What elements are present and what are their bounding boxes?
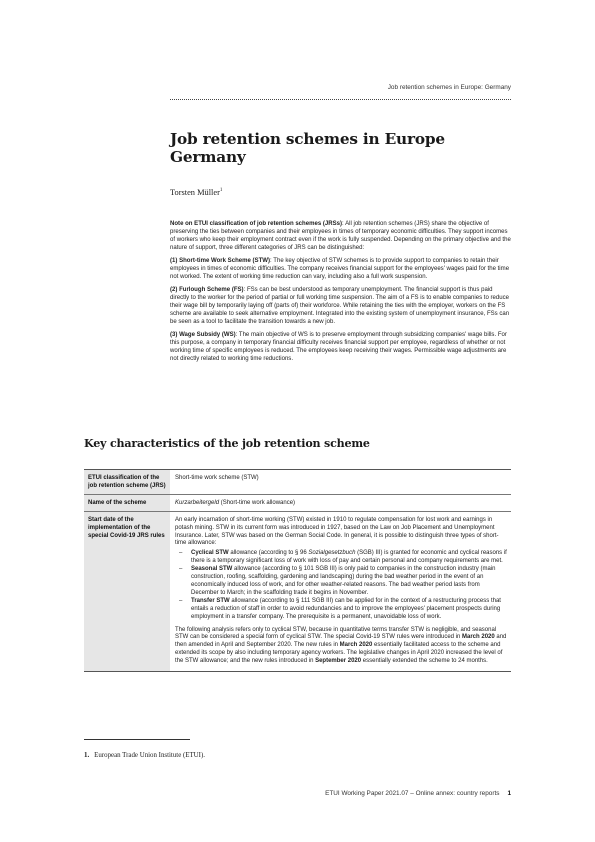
bullet-cyclical-pre: allowance (according to § 96: [228, 550, 309, 557]
author-name: Torsten Müller: [170, 188, 220, 197]
list-item: [175, 550, 507, 566]
covid-rules-date-march-2: March 2020: [339, 642, 373, 649]
intro-paragraph-ws: [170, 332, 511, 364]
intro-paragraph-fs: [170, 287, 511, 327]
bullet-transfer-text: allowance (according to § 111 SGB III) can be applied for in the context of a restructuring process that entails a reduction of staff in order to avoid redundancies and to improve the employees' placement prospects during employment in a transfer company. The prerequisite is a permanent, unavoidable loss of work.: [191, 597, 501, 620]
row-label-start-date: Start date of the implementation of the special Covid-19 JRS rules: [84, 511, 170, 671]
scheme-name-german: Kurzarbeitergeld: [175, 499, 220, 506]
covid-rules-text-e: essentially facilitated access to the scheme and extended its scope by also including temporary agency workers. The legislative changes in April 2020 increased the level of the STW allowance; and the new rules introduced in: [175, 642, 503, 665]
row-value-scheme-name: [170, 494, 511, 511]
row-label-scheme-name: Name of the scheme: [84, 494, 170, 511]
list-item: [175, 598, 507, 622]
page-title: [170, 130, 500, 167]
footer-text: ETUI Working Paper 2021.07 – Online annex: country reports: [325, 790, 500, 797]
covid-rules-date-march: March 2020: [462, 634, 495, 641]
footnote: [84, 752, 205, 759]
bullet-seasonal-text: allowance (according to § 101 SGB III) is only paid to companies in the construction industry (main construction, roofing, scaffolding, gardening and landscaping) during the bad weather period in the event of an economically induced loss of work, and for other weather-related reasons. The bad weather period lasts from December to March; in the scaffolding trade it begins in November.: [191, 566, 496, 596]
intro-paragraph-stw: [170, 258, 511, 282]
covid-rules-text-g: essentially extended the scheme to 24 months.: [361, 658, 488, 665]
footnote-rule: [84, 739, 190, 740]
covid-rules-text-a: The following analysis refers only to cyclical STW, because in quantitative terms transfer STW is negligible, and seasonal STW can be considered a special form of cyclical STW. The special Covid-19 STW rules were introduced in: [175, 626, 497, 641]
intro-stw-text: : The key objective of STW schemes is to provide support to companies to retain their employees in times of economic difficulties. The company receives financial support for the employees' wages paid for the time not worked. The extent of working time reduction can vary, including also a full work suspension.: [170, 258, 510, 280]
title-line-1: Job retention schemes in Europe: [170, 130, 445, 148]
bullet-cyclical-italic: Sozialgesetzbuch: [308, 550, 356, 557]
allowance-types-list: [175, 550, 507, 621]
covid-rules-paragraph: [175, 627, 507, 667]
bullet-transfer-heading: Transfer STW: [191, 597, 230, 604]
author-footnote-mark: 1: [219, 188, 223, 194]
list-item: [175, 566, 507, 598]
footnote-text: European Trade Union Institute (ETUI).: [94, 752, 205, 759]
footnote-number: 1.: [84, 752, 90, 759]
start-date-intro: An early incarnation of short-time working (STW) existed in 1910 to regulate compensation for lost work and earnings in potash mining. STW in its current form was introduced in 1927, based on the Law on Job Placement and Unemployment Insurance. Later, STW was based on the German Social Code. In general, it is possible to distinguish three types of short-time allowance:: [175, 516, 499, 547]
bullet-dash: –: [179, 566, 183, 573]
bullet-seasonal-heading: Seasonal STW: [191, 566, 233, 573]
intro-note-heading: Note on ETUI classification of job retention schemes (JRSs): [170, 221, 343, 227]
intro-fs-text: : FSs can be best understood as temporary unemployment. The financial support is thus paid directly to the worker for the period of partial or full working time suspension. The aim of a FS is to enable companies to reduce their wage bill by temporarily laying off (parts of) their workforce. While retaining the ties with the employer, workers on the FS scheme are available to seek alternative employment. Integrated into the existing system of unemployment insurance, FSs can be seen as a tool to facilitate the transition towards a new job.: [170, 287, 510, 325]
row-label-classification: ETUI classification of the job retention scheme (JRS): [84, 470, 170, 495]
intro-paragraph-jrs: [170, 221, 511, 253]
table-row: [84, 470, 511, 495]
table-row: [84, 494, 511, 511]
row-value-start-date: [170, 511, 511, 671]
intro-note-text: : All job retention schemes (JRS) share the objective of preserving the ties between companies and their employees in times of temporary economic difficulties. They support incomes of workers who keep their employment contract even if the work is fully suspended. Depending on the primary objective and the nature of support, three different categories of JRS can be distinguished:: [170, 221, 511, 251]
page-number: 1: [507, 790, 511, 797]
header-dotted-rule: [170, 99, 511, 100]
row-value-classification: Short-time work scheme (STW): [170, 470, 511, 495]
bullet-cyclical-heading: Cyclical STW: [191, 550, 229, 557]
intro-fs-heading: (2) Furlough Scheme (FS): [170, 287, 244, 294]
intro-note: [170, 221, 511, 369]
bullet-cyclical-post: (SGB) III) is granted for economic and cyclical reasons if there is a temporary significant loss of work with loss of pay and certain personal and company requirements are met.: [191, 550, 507, 565]
key-characteristics-table: [84, 469, 511, 672]
covid-rules-text-c: and then amended in April and September 2020. The new rules in: [175, 634, 507, 649]
table-row: [84, 511, 511, 671]
intro-ws-text: : The main objective of WS is to preserve employment through subsidizing companies' wage bills. For this purpose, a company in temporary financial difficulty receives financial support per employee, regardless of whether or not working time of specific employees is reduced. The employees keep receiving their wages. Permissible wage adjustments are not directly related to working time reductions.: [170, 332, 507, 362]
bullet-dash: –: [179, 550, 183, 557]
intro-ws-heading: (3) Wage Subsidy (WS): [170, 332, 236, 338]
title-line-2: Germany: [170, 148, 246, 167]
scheme-name-english: (Short-time work allowance): [219, 499, 296, 506]
author: [170, 188, 222, 197]
bullet-dash: –: [179, 597, 183, 604]
page-footer: [325, 790, 511, 797]
intro-stw-heading: (1) Short-time Work Scheme (STW): [170, 258, 271, 264]
running-header: Job retention schemes in Europe: Germany: [387, 84, 511, 91]
section-heading: Key characteristics of the job retention scheme: [84, 437, 370, 450]
covid-rules-date-september: September 2020: [315, 658, 362, 665]
